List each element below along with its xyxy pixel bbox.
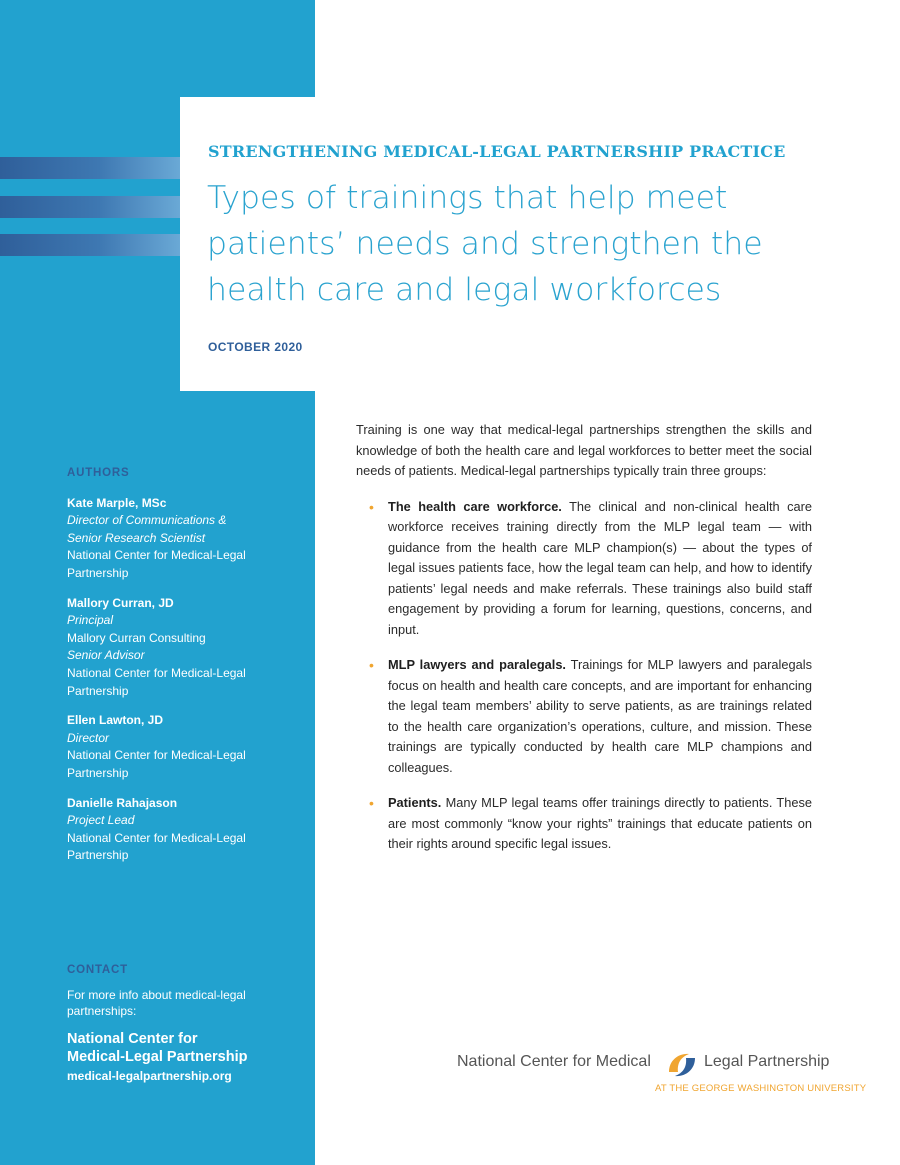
author-name: Danielle Rahajason xyxy=(67,795,178,810)
stripe xyxy=(0,196,180,218)
bullet-dot-icon: • xyxy=(369,498,374,515)
author-entry xyxy=(67,595,307,701)
publication-date: OCTOBER 2020 xyxy=(208,340,303,354)
author-org: National Center for Medical-Legal xyxy=(67,830,246,845)
title-block xyxy=(180,97,840,391)
logo-subtitle: AT THE GEORGE WASHINGTON UNIVERSITY xyxy=(655,1083,867,1094)
bullet-lead: The health care workforce. xyxy=(388,498,562,514)
author-entry xyxy=(67,795,307,865)
author-org: Partnership xyxy=(67,683,129,698)
author-title: Senior Advisor xyxy=(67,648,145,663)
bullet-text: Trainings for MLP lawyers and paralegals focus on health and health care concepts, and are important for enhancing the legal team members’ ability to serve patients, as are trainings related to the health care organization’s operations, culture, and mission. These trainings are typically conducted by health care MLP champions and colleagues. xyxy=(388,657,812,775)
author-name: Ellen Lawton, JD xyxy=(67,713,164,728)
contact-section xyxy=(67,962,307,1084)
author-name: Mallory Curran, JD xyxy=(67,595,174,610)
series-kicker: STRENGTHENING MEDICAL-LEGAL PARTNERSHIP PRACTICE xyxy=(208,142,786,161)
author-org: Partnership xyxy=(67,848,129,863)
bullet-lead: MLP lawyers and paralegals. xyxy=(388,657,566,672)
authors-section xyxy=(67,465,307,877)
author-org: Partnership xyxy=(67,565,129,580)
mlp-logo-icon xyxy=(665,1050,699,1080)
logo-text-left: National Center for Medical xyxy=(457,1053,651,1070)
main-body xyxy=(356,420,812,870)
list-item xyxy=(356,655,812,778)
author-org: Mallory Curran Consulting xyxy=(67,630,206,645)
organization-logo xyxy=(457,1050,867,1100)
contact-org-name xyxy=(67,1030,307,1066)
list-item xyxy=(356,497,812,641)
author-org: Partnership xyxy=(67,765,129,780)
contact-org-line: National Center for xyxy=(67,1030,198,1047)
bullet-text: The clinical and non-clinical health care workforce receives training directly from the MLP legal team — with guidance from the health care MLP champion(s) — about the types of legal issues patients face, how the legal team can help, and how to identify patients’ legal needs and make referrals. These trainings also build staff engagement by providing a forum for learning, questions, concerns, and input. xyxy=(388,498,812,637)
authors-heading: AUTHORS xyxy=(67,467,130,479)
intro-paragraph: Training is one way that medical-legal partnerships strengthen the skills and knowledge of both the health care and legal workforces to better meet the social needs of patients. Medical-legal partnerships typically train three groups: xyxy=(356,422,812,478)
contact-org-line: Medical-Legal Partnership xyxy=(67,1048,248,1065)
author-org: National Center for Medical-Legal xyxy=(67,665,246,680)
logo-text-right: Legal Partnership xyxy=(704,1053,830,1070)
author-entry xyxy=(67,495,307,583)
bullet-lead: Patients. xyxy=(388,795,442,810)
contact-website-link[interactable]: medical-legalpartnership.org xyxy=(67,1068,232,1083)
author-title: Director xyxy=(67,730,110,745)
author-title: Project Lead xyxy=(67,813,135,828)
author-org: National Center for Medical-Legal xyxy=(67,748,246,763)
contact-heading: CONTACT xyxy=(67,964,128,976)
author-org: National Center for Medical-Legal xyxy=(67,548,246,563)
author-title: Director of Communications & xyxy=(67,513,227,528)
author-name: Kate Marple, MSc xyxy=(67,495,167,510)
bullet-dot-icon: • xyxy=(369,657,374,673)
bullet-text: Many MLP legal teams offer trainings directly to patients. These are most commonly “know your rights” trainings that educate patients on their rights around specific legal issues. xyxy=(388,795,812,851)
author-title: Senior Research Scientist xyxy=(67,530,206,545)
list-item xyxy=(356,793,812,855)
page-title: Types of trainings that help meet patients’ needs and strengthen the health care and legal workforces xyxy=(207,180,763,308)
contact-text: For more info about medical-legal xyxy=(67,987,246,1002)
contact-text: partnerships: xyxy=(67,1004,137,1018)
stripe xyxy=(0,234,180,256)
author-entry xyxy=(67,712,307,782)
training-groups-list xyxy=(356,497,812,855)
bullet-dot-icon: • xyxy=(369,795,374,811)
author-title: Principal xyxy=(67,613,114,628)
decorative-stripes xyxy=(0,157,180,257)
stripe xyxy=(0,157,180,179)
